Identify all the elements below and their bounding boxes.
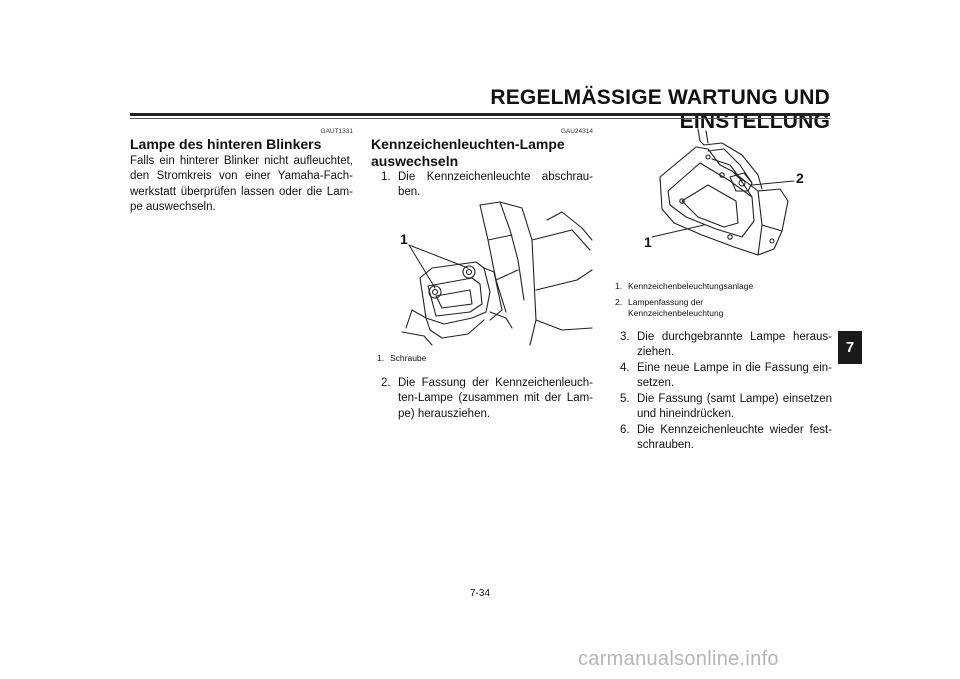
step-number: 5. (620, 393, 630, 405)
step-item (620, 423, 832, 455)
figure-callout: 1 (644, 234, 652, 250)
step-text (637, 392, 832, 423)
section-title (371, 136, 601, 170)
caption-text (628, 297, 723, 319)
step-line: Die Fassung (samt Lampe) einsetzen (637, 393, 832, 405)
step-line: Die Kennzeichenleuchte wieder fest- (637, 424, 832, 436)
step-text (398, 376, 593, 422)
step-item (381, 170, 593, 202)
caption-text: Kennzeichenbeleuchtungsanlage (628, 281, 754, 291)
step-line: setzen. (637, 377, 675, 390)
body-line: werkstatt überprüfen lassen oder die Lam- (130, 185, 353, 198)
step-item (620, 392, 832, 424)
section-code: GAUT1331 (320, 128, 353, 135)
step-text (637, 330, 832, 361)
license-light-assembly-figure (612, 125, 832, 275)
figure-caption (615, 281, 835, 293)
title-line: auswechseln (371, 153, 459, 169)
chapter-tab: 7 (838, 331, 862, 364)
step-line: pe) herausziehen. (398, 407, 491, 420)
step-number: 4. (620, 362, 630, 374)
caption-number: 1. (377, 353, 385, 363)
step-item (381, 376, 593, 424)
body-line: pe auswechseln. (130, 200, 216, 213)
page-number: 7-34 (469, 588, 490, 599)
step-line: ziehen. (637, 346, 675, 359)
section-title: Lampe des hinteren Blinkers (130, 136, 322, 152)
section-code: GAU24314 (560, 128, 593, 135)
caption-line: Lampenfassung der (628, 297, 704, 307)
header-rule (130, 113, 830, 116)
license-light-screws-figure (372, 200, 594, 348)
caption-number: 2. (615, 297, 623, 307)
caption-number: 1. (615, 281, 623, 291)
step-line: Eine neue Lampe in die Fassung ein- (637, 362, 832, 374)
figure-caption (615, 297, 835, 321)
step-line: ten-Lampe (zusammen mit der Lam- (398, 392, 593, 405)
body-line: Falls ein hinterer Blinker nicht aufleuchtet, (130, 155, 353, 167)
step-item (620, 330, 832, 362)
step-number: 3. (620, 331, 630, 343)
step-line: Die Kennzeichenleuchte abschrau- (398, 171, 593, 183)
figure-caption (377, 353, 577, 365)
title-line: Kennzeichenleuchten-Lampe (371, 136, 565, 152)
header-rule-thin (130, 118, 830, 119)
body-line: den Stromkreis von einer Yamaha-Fach- (130, 170, 353, 183)
step-text (637, 423, 832, 454)
figure-callout: 2 (796, 170, 804, 186)
figure-callout: 1 (400, 231, 408, 247)
watermark: carmanualsonline.info (578, 648, 779, 670)
caption-line: Kennzeichenbeleuchtung (628, 308, 724, 318)
step-line: und hineindrücken. (637, 408, 735, 421)
step-item (620, 361, 832, 393)
step-line: ben. (398, 186, 421, 199)
step-number: 1. (381, 171, 391, 183)
section-body (130, 154, 353, 215)
caption-text: Schraube (390, 353, 427, 363)
step-text (398, 170, 593, 201)
step-text (637, 361, 832, 392)
page-header-title: REGELMÄSSIGE WARTUNG UND EINSTELLUNG (490, 86, 830, 133)
step-number: 2. (381, 377, 391, 389)
step-line: Die Fassung der Kennzeichenleuch- (398, 377, 593, 389)
step-line: Die durchgebrannte Lampe heraus- (637, 331, 832, 343)
step-number: 6. (620, 424, 630, 436)
step-line: schrauben. (637, 439, 694, 452)
